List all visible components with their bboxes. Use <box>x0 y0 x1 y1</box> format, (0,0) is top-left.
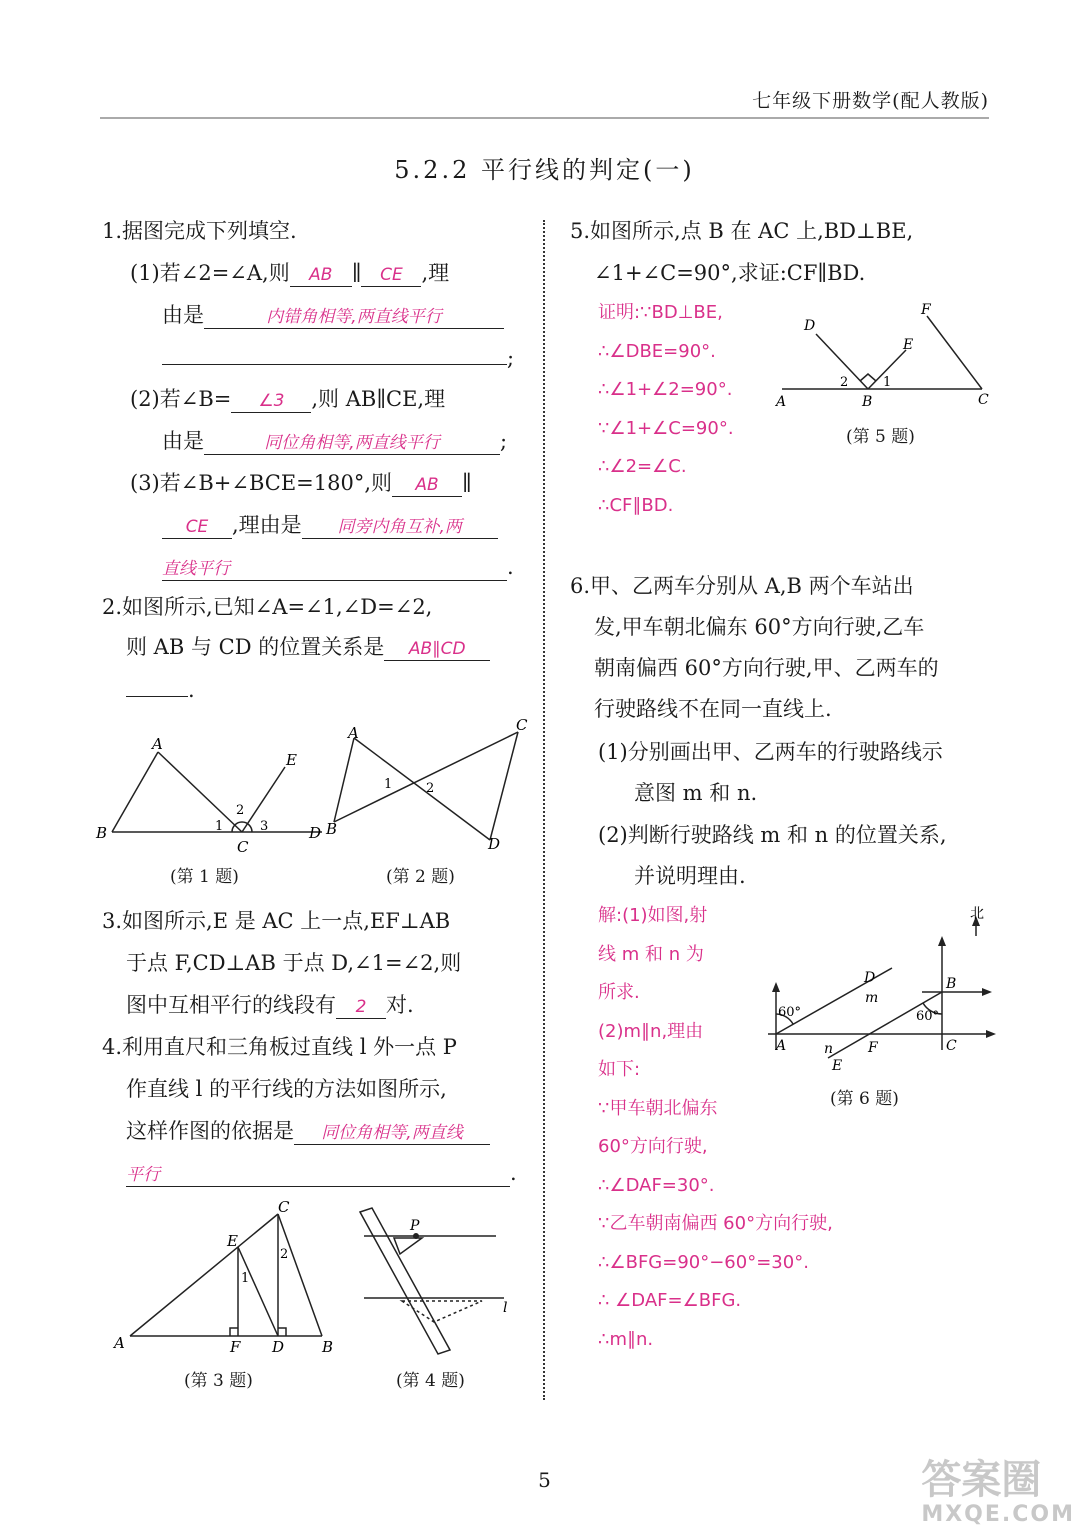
q1-p2-blank[interactable] <box>231 384 311 413</box>
q3-line3 <box>126 984 414 1026</box>
q1-p1-end: ; <box>507 346 515 370</box>
q3-line2: 于点 F,CD⊥AB 于点 D,∠1=∠2,则 <box>126 951 462 975</box>
q5-line1: 5.如图所示,点 B 在 AC 上,BD⊥BE, <box>570 219 914 243</box>
q4-blank2[interactable] <box>126 1158 510 1187</box>
q2-end: . <box>188 678 195 702</box>
fig3-line-cb <box>278 1214 322 1336</box>
q5-proof-step: ∴∠2=∠C. <box>598 456 687 477</box>
fig6-label-angle-b: 60° <box>916 1009 940 1024</box>
fig5-label-c: C <box>978 392 989 408</box>
q1-p3-reason2: 直线平行 <box>162 559 230 579</box>
fig3-label-f: F <box>230 1338 241 1356</box>
fig6-label-a: A <box>776 1038 787 1054</box>
fig6-label-n: n <box>824 1041 834 1057</box>
header-rule <box>100 116 989 120</box>
fig1-caption: (第 1 题) <box>170 867 239 887</box>
fig3-right-angle-f <box>230 1328 238 1336</box>
fig6-label-f: F <box>868 1040 878 1056</box>
column-divider <box>543 220 545 1400</box>
q2-blank-cont[interactable] <box>126 668 188 697</box>
fig5-caption: (第 5 题) <box>846 427 915 447</box>
q6-solution-line: 如下: <box>598 1059 641 1080</box>
q2-line2 <box>126 626 490 668</box>
fig6-label-angle-a: 60° <box>778 1005 802 1020</box>
fig3-caption: (第 3 题) <box>184 1371 253 1391</box>
fig6-label-d: D <box>864 970 876 986</box>
q6-solution-line: ∵甲车朝北偏东 <box>598 1097 718 1119</box>
fig1-label-c: C <box>237 838 249 856</box>
book-title: 七年级下册数学(配人教版) <box>752 90 989 112</box>
fig1-line-ba <box>112 752 158 832</box>
q6-line3: 朝南偏西 60°方向行驶,甲、乙两车的 <box>594 656 939 680</box>
q1-part1-line2 <box>162 294 504 336</box>
fig3-line-ed <box>238 1247 278 1336</box>
q3-text-b: 对. <box>386 993 414 1017</box>
q1-p3-par: ∥ <box>462 471 472 495</box>
q1-p2-reason-blank[interactable] <box>204 426 500 455</box>
fig2-line-ad <box>354 738 490 840</box>
fig3-label-a: A <box>114 1334 125 1352</box>
fig6-label-north: 北 <box>970 906 984 922</box>
q1-p1-reason-blank[interactable] <box>204 300 504 329</box>
fig5-label-a: A <box>776 394 787 410</box>
q6-sub1-line2: 意图 m 和 n. <box>634 781 758 805</box>
q1-p2-text-b: ,则 AB∥CE,理 <box>311 387 446 411</box>
watermark-line2: MXQE.COM <box>921 1502 1075 1527</box>
fig1-label-angle1: 1 <box>215 819 224 834</box>
q1-part3-line2 <box>162 504 498 546</box>
q4-blank1[interactable] <box>294 1116 490 1145</box>
fig2-label-angle1: 1 <box>384 777 393 792</box>
fig1-label-b: B <box>96 824 108 842</box>
q1-p2-end: ; <box>500 429 508 453</box>
q1-p1-par: ∥ <box>351 261 362 285</box>
q6-solution-line: 60°方向行驶, <box>598 1136 708 1157</box>
fig2-caption: (第 2 题) <box>386 867 455 887</box>
fig3-label-e: E <box>227 1232 238 1250</box>
q6-solution-line: ∴m∥n. <box>598 1328 654 1350</box>
q1-p3-blank1[interactable] <box>392 468 462 497</box>
q1-p3-end: . <box>507 555 514 579</box>
q1-p3-reason1: 同旁内角互补,两 <box>337 517 462 537</box>
fig6-label-c: C <box>946 1038 957 1054</box>
fig2-line-cd <box>490 732 518 840</box>
q1-p3-text-b: ,理由是 <box>232 513 302 537</box>
q6-solution-line: ∴∠DAF=30°. <box>598 1174 715 1196</box>
q3-blank[interactable] <box>336 990 386 1019</box>
fig5-label-e: E <box>903 337 914 353</box>
q1-p3-answer2: CE <box>185 517 209 537</box>
fig1-label-d: D <box>309 824 322 842</box>
q1-part2-line1 <box>130 378 445 420</box>
q3-answer: 2 <box>355 997 367 1017</box>
q3-line1: 3.如图所示,E 是 AC 上一点,EF⊥AB <box>102 909 451 933</box>
fig4-triangle-top <box>394 1238 422 1254</box>
q6-solution-line: ∴ ∠DAF=∠BFG. <box>598 1290 742 1311</box>
fig4-caption: (第 4 题) <box>396 1371 465 1391</box>
q6-line2: 发,甲车朝北偏东 60°方向行驶,乙车 <box>594 615 925 639</box>
q1-p3-reason-blank2[interactable] <box>162 552 507 581</box>
q4-line2: 作直线 l 的平行线的方法如图所示, <box>126 1077 447 1101</box>
q6-sub2-line1: (2)判断行驶路线 m 和 n 的位置关系, <box>598 823 947 847</box>
fig4-label-l: l <box>503 1300 508 1316</box>
q1-part1-line1 <box>130 252 449 294</box>
q1-part1-line3 <box>162 336 514 379</box>
q2-line1: 2.如图所示,已知∠A=∠1,∠D=∠2, <box>102 595 433 619</box>
q3-text-a: 图中互相平行的线段有 <box>126 993 336 1017</box>
q6-solution-line: ∵乙车朝南偏西 60°方向行驶, <box>598 1213 833 1234</box>
figure-5 <box>772 298 996 410</box>
q1-p1-answer1: AB <box>309 265 333 285</box>
figure-3 <box>110 1196 350 1362</box>
page-number: 5 <box>538 1468 551 1492</box>
q6-solution-line: (2)m∥n,理由 <box>598 1020 704 1042</box>
q5-proof <box>598 294 734 525</box>
fig2-line-ab <box>334 738 354 822</box>
fig3-label-d: D <box>272 1338 285 1356</box>
q2-line3 <box>126 668 195 711</box>
q6-solution-line: 解:(1)如图,射 <box>598 905 708 926</box>
q1-p1-text-b: ,理 <box>421 261 450 285</box>
fig3-right-angle-d <box>278 1328 286 1336</box>
q1-stem: 1.据图完成下列填空. <box>102 219 297 243</box>
q1-part3-line1 <box>130 462 472 504</box>
q1-p1-answer2: CE <box>380 265 403 285</box>
fig1-line-ac <box>158 752 245 832</box>
fig5-line-cf <box>927 316 982 389</box>
q4-line1: 4.利用直尺和三角板过直线 l 外一点 P <box>102 1035 457 1059</box>
q6-sub2-line2: 并说明理由. <box>634 864 746 888</box>
fig5-label-angle1: 1 <box>883 375 892 390</box>
q1-p3-blank2[interactable] <box>162 510 232 539</box>
fig5-right-angle <box>860 374 876 381</box>
q5-proof-step: ∴∠DBE=90°. <box>598 340 716 362</box>
q4-line4 <box>126 1152 517 1194</box>
fig6-label-b: B <box>946 976 957 992</box>
fig2-label-d: D <box>488 835 501 853</box>
q1-p3-text-a: (3)若∠B+∠BCE=180°,则 <box>130 471 393 495</box>
q1-p1-blank2[interactable] <box>361 258 421 287</box>
q1-p1-text-a: (1)若∠2=∠A,则 <box>130 261 290 285</box>
q5-line2: ∠1+∠C=90°,求证:CF∥BD. <box>594 261 866 285</box>
fig6-caption: (第 6 题) <box>830 1089 899 1109</box>
q1-part2-line2 <box>162 420 507 462</box>
fig5-label-angle2: 2 <box>840 375 849 390</box>
fig4-label-p: P <box>410 1218 420 1234</box>
q4-answer2: 平行 <box>126 1165 160 1185</box>
q1-p2-reason: 同位角相等,两直线平行 <box>264 433 440 453</box>
fig5-label-b: B <box>862 394 873 410</box>
q4-line3 <box>126 1110 490 1152</box>
fig4-ruler <box>360 1208 450 1354</box>
q5-proof-step: ∴∠1+∠2=90°. <box>598 379 733 400</box>
figure-6 <box>762 900 998 1080</box>
q6-sub1-line1: (1)分别画出甲、乙两车的行驶路线示 <box>598 740 943 764</box>
q2-blank[interactable] <box>384 632 490 661</box>
q1-p1-reason-pre: 由是 <box>162 303 204 327</box>
fig6-arrowheads <box>772 916 996 1038</box>
q6-line1: 6.甲、乙两车分别从 A,B 两个车站出 <box>570 574 914 598</box>
q6-solution-line: 线 m 和 n 为 <box>598 943 704 965</box>
fig2-label-b: B <box>326 820 338 838</box>
fig3-label-angle2: 2 <box>280 1247 289 1262</box>
q6-solution-line: 所求. <box>598 982 640 1003</box>
fig3-label-angle1: 1 <box>241 1271 250 1286</box>
fig2-label-angle2: 2 <box>426 781 435 796</box>
figure-1 <box>90 730 330 860</box>
q5-proof-step: ∴CF∥BD. <box>598 494 674 516</box>
fig5-label-f: F <box>921 302 931 318</box>
fig2-line-bc <box>334 732 518 822</box>
section-title: 5.2.2 平行线的判定(一) <box>394 156 695 184</box>
fig3-label-c: C <box>278 1198 290 1216</box>
fig2-label-c: C <box>516 716 528 734</box>
fig1-label-angle2: 2 <box>236 803 245 818</box>
q1-p3-reason-blank1[interactable] <box>302 510 498 539</box>
q1-p2-answer: ∠3 <box>258 391 285 411</box>
q4-end: . <box>510 1161 517 1185</box>
fig1-angle-arc <box>232 822 252 832</box>
fig3-label-b: B <box>322 1338 334 1356</box>
q1-p2-text-a: (2)若∠B= <box>130 387 232 411</box>
fig1-label-angle3: 3 <box>260 819 269 834</box>
fig2-label-a: A <box>348 724 359 742</box>
fig1-label-a: A <box>152 735 163 753</box>
q5-proof-step: 证明:∵BD⊥BE, <box>598 302 723 323</box>
q1-p3-answer1: AB <box>415 475 439 495</box>
q1-p1-reason: 内错角相等,两直线平行 <box>266 307 442 327</box>
q2-text: 则 AB 与 CD 的位置关系是 <box>126 635 385 659</box>
q6-solution-line: ∴∠BFG=90°−60°=30°. <box>598 1251 809 1273</box>
q1-p1-blank-cont[interactable] <box>162 336 507 365</box>
fig5-label-d: D <box>804 318 816 334</box>
q1-p1-blank1[interactable] <box>290 258 352 287</box>
q4-text: 这样作图的依据是 <box>126 1119 294 1143</box>
q6-line4: 行驶路线不在同一直线上. <box>594 697 832 721</box>
q2-answer: AB∥CD <box>408 639 466 659</box>
figure-4 <box>352 1200 542 1366</box>
q4-answer1: 同位角相等,两直线 <box>321 1123 463 1143</box>
watermark <box>921 1458 1075 1528</box>
figure-2 <box>322 716 537 856</box>
fig6-label-m: m <box>865 990 879 1006</box>
fig3-line-ac <box>130 1214 278 1336</box>
fig6-ray-n <box>828 992 942 1058</box>
q1-p2-reason-pre: 由是 <box>162 429 204 453</box>
q5-proof-step: ∵∠1+∠C=90°. <box>598 417 734 439</box>
q1-part3-line3 <box>162 546 514 588</box>
watermark-line1: 答案圈 <box>921 1457 1042 1503</box>
fig1-label-e: E <box>286 751 297 769</box>
fig6-label-e: E <box>832 1058 843 1074</box>
